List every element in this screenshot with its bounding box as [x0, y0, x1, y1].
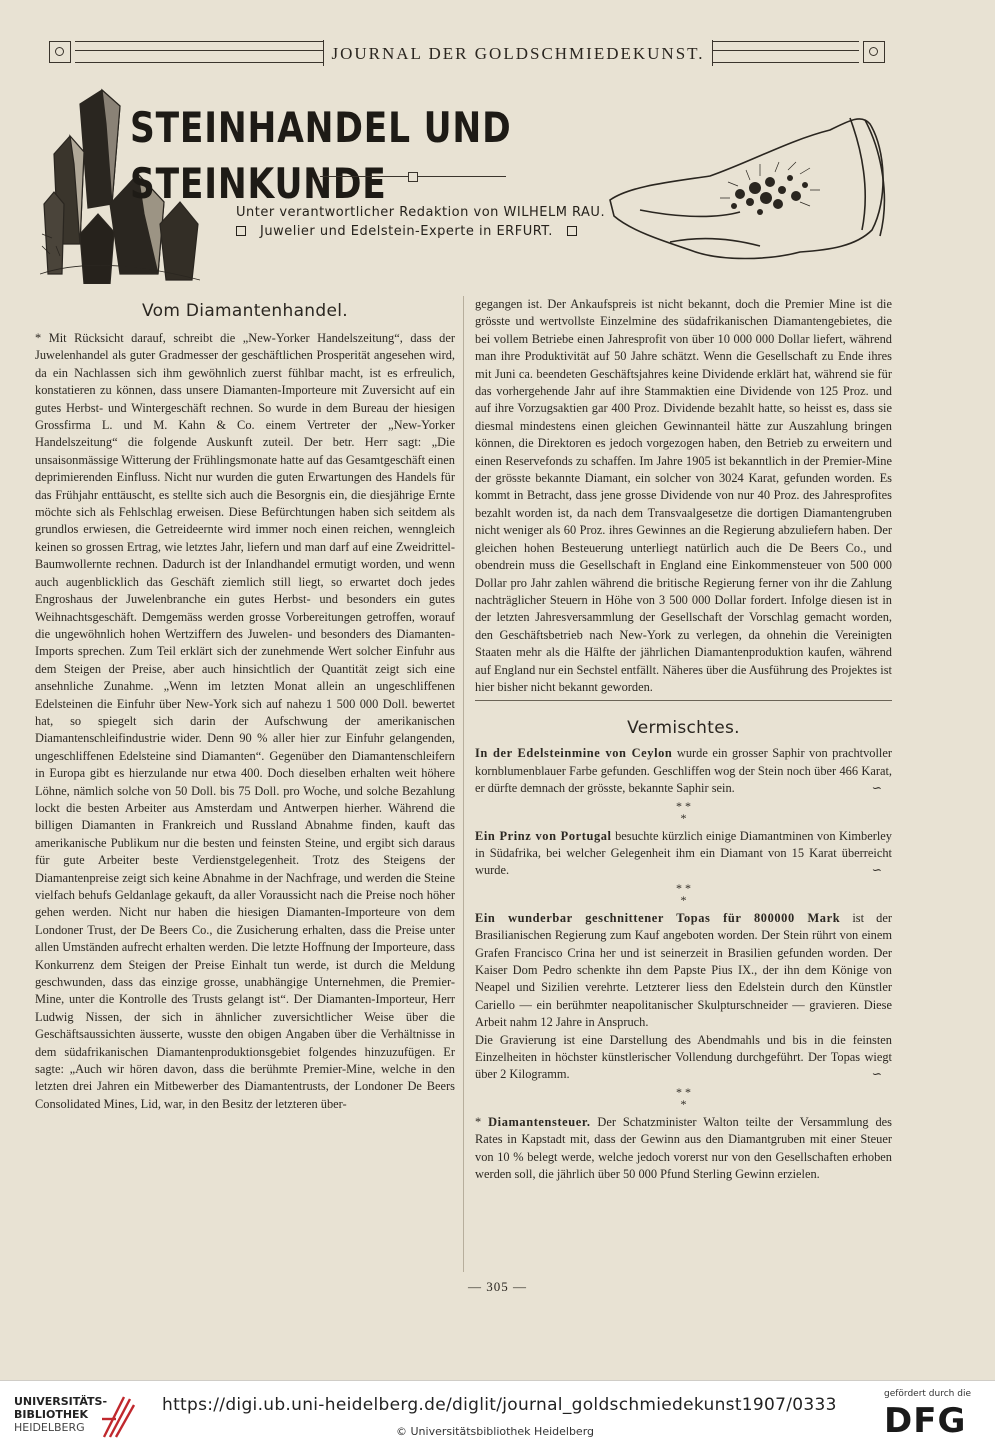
square-ornament	[567, 226, 577, 236]
dfg-logo: DFG	[884, 1401, 967, 1441]
editor-address: Juwelier und Edelstein-Experte in ERFURT.	[260, 224, 553, 239]
news-item-text: besuchte kürzlich einige Diamantminen von Kimberley in Südafrika, bei welcher Gelegenheit ihm ein Diamant von 15 Karat überreicht wurde.	[475, 828, 893, 878]
news-item-continuation: Die Gravierung ist eine Darstellung des Abendmahls und bis in die feinsten Einzelheiten in höchster künstlerischer Vollendung durchgeführt. Der Topas wiegt über 2 Kilogramm. ∽	[475, 1032, 892, 1084]
news-item-text: wurde ein grosser Saphir von prachtvoller kornblumenblauer Farbe gefunden. Geschliffen wog der Stein noch über 466 Karat, er dürfte demnach der grösste, bekannte Saphir sein.	[475, 746, 892, 796]
library-footer	[0, 1380, 995, 1451]
editor-address-line	[236, 224, 616, 239]
funding-label: gefördert durch die	[884, 1389, 971, 1399]
article-heading: Vom Diamantenhandel.	[142, 301, 348, 321]
news-item-lead: In der Edelsteinmine von Ceylon	[475, 746, 673, 761]
title-ornament	[320, 171, 506, 183]
university-library-logo: UNIVERSITÄTS- BIBLIOTHEK HEIDELBERG	[14, 1395, 108, 1434]
article-continuation: gegangen ist. Der Ankaufspreis ist nicht bekannt, doch die Premier Mine ist die grösste und wertvollste Einzelmine des südafrikanischen Diamantengebietes, die bei vollem Betriebe einen Jahresprofit von über 10 000 000 Dollar liefert, während man ihre Produktivität auf 50 Jahre schätzt. Wenn die Gesellschaft zu Ende ihres mit Juni ca. beendeten Geschäftsjahres keine Dividende erklärt hat, während sie für das vorhergehende Jahr auf ihre Stammaktien eine Dividende von 125 Proz. und auf ihre Vorzugsaktien gar 400 Proz. Dividende bezahlt hatte, so heisst es, dass sie diesmal mindestens einen gleichen Gewinnanteil hätte zur Auszahlung bringen können, die Direktoren es jedoch vorgezogen haben, den Betrieb zu erweitern und einen Reservefonds zu schaffen. Im Jahre 1905 ist bekanntlich in der Premier-Mine der grösste bekannte Diamant, ein solcher von 3024 Karat, gefunden worden. Es kommt in Betracht, dass jene grosse Dividende von nur 40 Proz. des Jahresprofites bezahlt worden ist, da nach dem Transvaalgesetze die dortigen Diamantengruben nicht weniger als 60 Proz. ihres Gewinnes an die Regierung abzuliefern haben. Der gleichen hohen Besteuerung unterliegt natürlich auch die De Beers Co., und obendrein muss die Gesellschaft in England eine Einkommensteuer von 500 000 Dollar pro Jahr zahlen während die britische Regierung ferner von ihr die Zahlung nachträglicher Steuern in Höhe von 3 500 000 Dollar fordert. Infolge diesen ist in der letzten Jahresversammlung der Gesellschaft der Vorschlag gemacht worden, den Geschäftsbetrieb nach New-York zu verlegen, da ohnehin die Vereinigten Staaten mehr als die Hälfte der jährlichen Diamantenproduktion kaufen, während auf England nur ein Sechstel entfällt. Näheres über die Ausführung des Projektes ist hier bisher nicht bekannt geworden.	[475, 297, 892, 694]
journal-title: JOURNAL DER GOLDSCHMIEDEKUNST.	[323, 40, 713, 66]
star-separator: * * *	[676, 1084, 691, 1111]
misc-heading: Vermischtes.	[627, 718, 740, 739]
ornament-rule-left	[75, 41, 323, 63]
star-separator: * * *	[676, 880, 691, 907]
section-header-title: STEINHANDEL UND STEINKUNDE	[130, 103, 512, 208]
right-column	[475, 296, 892, 1183]
news-item	[475, 745, 892, 797]
star-separator: * * *	[676, 798, 691, 825]
left-column	[35, 296, 455, 1113]
section-rule	[475, 700, 892, 701]
news-item-lead: Ein wunderbar geschnittener Topas für 800000 Mark	[475, 910, 841, 925]
signature-mark: ∽	[871, 1067, 882, 1082]
ornament-box-left	[49, 41, 71, 63]
copyright-notice: © Universitätsbibliothek Heidelberg	[396, 1425, 595, 1438]
signature-mark: ∽	[871, 863, 882, 878]
square-ornament	[236, 226, 246, 236]
news-item	[475, 828, 892, 880]
ornament-rule-right	[713, 41, 859, 63]
article-text: * Mit Rücksicht darauf, schreibt die „New-Yorker Handelszeitung“, dass der Juwelenhandel als guter Gradmesser der geschäftlichen Prosperität angesehen wird, da ein Nachlassen sich ihm gewöhnlich zuerst fühlbar macht, ist es erfreulich, konstatieren zu können, dass unsere Diamanten-Importeure mit Zuversicht auf ein gutes Herbst- und Wintergeschäft rechnen. So wurde in dem Bureau der hiesigen Grossfirma L. und M. Kahn & Co. einem Vertreter der „New-Yorker Handelszeitung“ die folgende Auskunft zuteil. Der betr. Herr sagt: „Die unsaisonmässige Witterung der Frühlingsmonate hatte auf das Gesamtgeschäft einen deprimierenden Einfluss. Nicht nur wurden die guten Erwartungen des Handels für das Frühjahr enttäuscht, es stellte sich auch die Besorgnis ein, die diesjährige Ernte möchte sich als Fehlschlag erweisen. Diese Befürchtungen haben sich seitdem als grundlos erwiesen, die Getreideernte wird immer noch einen reichen, wenngleich keinen so grossen Ertrag, wie letztes Jahr, liefern und man darf auf eine Zweidrittel-Baumwollernte rechnen. Dadurch ist der Inlandhandel ermutigt worden, und wenn auch augenblicklich das Geschäft ziemlich still liegt, so erwartet doch jedes Engroshaus der Juwelenbranche ein gutes Herbst- und besonders ein gutes Weihnachtsgeschäft. Demgemäss werden grosse Vorbereitungen getroffen, worauf die ungewöhnlich hohen Wertziffern des Juwelen- und besonders des Diamanten-Imports sprechen. Zum Teil erklärt sich der zunehmende Wert solcher Einfuhr aus dem Steigen der Preise, aber auch hinsichtlich der Quantität zeigt sich eine ansehnliche Zunahme. „Wenn im letzten Monat allein an ungeschliffenen Edelsteinen die Einfuhr über New-York sich auf nahezu 1 500 000 Doll. bewertet hat, so spiegelt sich darin der Aufschwung der amerikanischen Diamantenschleifindustrie wider. Denn 90 % aller hier zur Einfuhr gelangenden, ungeschliffenen Edelsteine sind Diamanten“. Gegenüber den Diamantenschleifern in Europa gibt es hierzulande nur etwa 400. Doch dieselben erhalten weit höhere Löhne, nämlich solche von 50 Doll. bis 75 Doll. pro Woche, und solche Bezahlung lockt die besten Arbeiter aus Amsterdam und Antwerpen hierher. Während die billigen Diamanten in Frankreich und Russland Abnahme finden, kauft das amerikanische Publikum nur die besten und feinsten Steine, und ergibt sich daraus für gute Arbeiter beste Verdienstgelegenheit. Trotz des Steigens der Diamantenpreise zeigt sich keine Abnahme in der Nachfrage, und werden die Steine vielfach behufs Geldanlage gekauft, da aller Voraussicht nach die Preise noch höher gehen werden. Nicht nur haben die hiesigen Diamanten-Importeure von dem Londoner Trust, der De Beers Co., die Zusicherung erhalten, dass die Preise unter allen Umständen aufrecht erhalten werden. Die letzte Hoffnung der Importeure, dass Konkurrenz dem Steigen der Preise Einhalt tun werde, ist durch die Meldung geschwunden, dass das einzige grosse, unabhängige Unternehmen, die Premier-Mine, unter die Kontrolle des Trusts gelangt ist“. Der Diamanten-Importeur, Herr Ludwig Nissen, der sich in ähnlicher zuversichtlicher Weise über die Geschäftsaussichten äusserte, wusste den obigen Angaben über die Verhältnisse in dem südafrikanischen Diamantenproduktionsgebiet folgendes hinzuzufügen. Er sagte: „Auch wir hören davon, dass die berühmte Premier-Mine, welche in den letzten drei Jahren ein Mitbewerber des Diamantentrusts, der Londoner De Beers Consolidated Mines, Lid, war, in den Besitz der letzteren über-	[35, 331, 455, 1111]
library-emblem-icon	[98, 1389, 138, 1441]
news-item: * Diamantensteuer. Der Schatzminister Walton teilte der Versammlung des Rates in Kapstadt mit, dass der Gewinn aus den Diamantgruben mit einer Steuer von 10 % belegt werde, welche jedoch vorerst nur von den Gesellschaften erhoben werden soll, die jährlich über 50 000 Pfund Sterling Gewinn erzielen.	[475, 1114, 893, 1182]
permalink-url[interactable]: https://digi.ub.uni-heidelberg.de/diglit/journal_goldschmiedekunst1907/0333	[162, 1395, 837, 1415]
news-item-lead: Ein Prinz von Portugal	[475, 828, 612, 843]
news-item-text: Der Schatzminister Walton teilte der Versammlung des Rates in Kapstadt mit, dass der Gewinn aus den Diamantgruben mit einer Steuer von 10 % belegt werde, welche jedoch vorerst nur von den Gesellschaften erhoben werden soll, die jährlich über 50 000 Pfund Sterling Gewinn erzielen.	[475, 1114, 893, 1182]
page-number: — 305 —	[468, 1279, 527, 1294]
signature-mark: ∽	[871, 781, 882, 796]
news-item	[475, 910, 892, 1032]
ornament-box-right	[863, 41, 885, 63]
hand-with-gems-illustration	[600, 90, 900, 290]
journal-header-bar	[45, 40, 888, 66]
editor-line: Unter verantwortlicher Redaktion von WILHELM RAU.	[236, 205, 606, 220]
column-divider	[463, 296, 464, 1272]
news-item-text: ist der Brasilianischen Regierung zum Kauf angeboten worden. Der Stein rührt von einem Grafen Francisco Crina her und ist seinerzeit in Brasilien gefunden worden. Der Kaiser Dom Pedro schenkte ihn dem Papste Pius IX., der ihn dem Könige von Neapel und Sizilien verehrte. Letzterer liess den Edelstein durch den Künstler Cariello — ein berühmter neapolitanischer Skulpturschneider — gravieren. Diese Arbeit nahm 12 Jahre in Anspruch.	[475, 910, 892, 1030]
news-item-lead: Diamantensteuer.	[488, 1114, 591, 1129]
